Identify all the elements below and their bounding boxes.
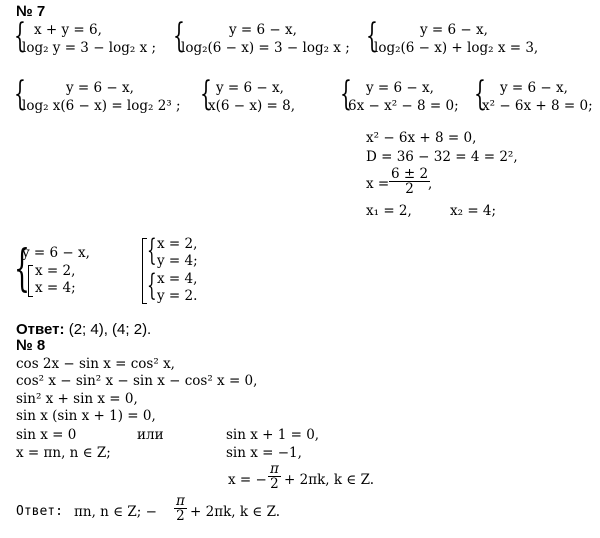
answer-7 xyxy=(16,322,151,338)
p8-line-7-fraction xyxy=(268,462,281,491)
curly-brace: { xyxy=(14,74,26,114)
answer-7-label: Ответ: xyxy=(16,321,65,338)
curly-brace: { xyxy=(14,239,30,297)
roots-fraction xyxy=(389,166,433,197)
curly-brace: { xyxy=(200,74,212,114)
square-bracket xyxy=(28,265,33,297)
system-2-line-2: log₂(6 − x) = 3 − log₂ x ; xyxy=(181,40,350,56)
curly-brace: { xyxy=(474,74,486,114)
answer-8-value: πn, n ∈ Z; − xyxy=(74,504,157,520)
system-8-line-2: x = 2, xyxy=(35,263,76,279)
p8-line-5a: sin x = 0 xyxy=(16,427,77,443)
root-x2: x₂ = 4; xyxy=(450,203,497,219)
p8-line-7-numerator: π xyxy=(270,461,279,477)
roots-formula-lhs: x = xyxy=(366,176,390,192)
system-9-line-1: x = 2, xyxy=(157,236,198,252)
system-5-line-2: x(6 − x) = 8, xyxy=(208,98,296,114)
system-9-line-4: y = 2. xyxy=(157,288,198,304)
p8-line-6a: x = πn, n ∈ Z; xyxy=(16,445,111,461)
system-8-line-1: y = 6 − x, xyxy=(22,245,90,261)
p8-line-5c: sin x + 1 = 0, xyxy=(226,427,320,443)
p8-line-2: cos² x − sin² x − sin x − cos² x = 0, xyxy=(16,373,258,389)
answer-8-label: Ответ: xyxy=(16,504,63,519)
curly-brace: { xyxy=(173,16,185,56)
system-4-line-1: y = 6 − x, xyxy=(66,80,134,96)
system-4-line-2: log₂ x(6 − x) = log₂ 2³ ; xyxy=(22,98,181,114)
system-2-line-1: y = 6 − x, xyxy=(229,22,297,38)
p8-line-7-denominator: 2 xyxy=(270,476,279,492)
system-8-line-3: x = 4; xyxy=(35,280,76,296)
quadratic-equation: x² − 6x + 8 = 0, xyxy=(366,130,477,146)
system-1-line-1: x + y = 6, xyxy=(34,22,102,38)
system-5-line-1: y = 6 − x, xyxy=(216,80,284,96)
roots-fraction-numerator: 6 ± 2 xyxy=(391,166,429,182)
answer-8-denominator: 2 xyxy=(176,508,185,524)
answer-8-numerator: π xyxy=(176,493,185,509)
system-7-line-1: y = 6 − x, xyxy=(500,80,568,96)
system-3-line-1: y = 6 − x, xyxy=(420,22,488,38)
answer-7-value: (2; 4), (4; 2). xyxy=(68,321,152,338)
system-9-line-2: y = 4; xyxy=(157,253,198,269)
root-x1: x₁ = 2, xyxy=(366,203,412,219)
p8-line-7-tail: + 2πk, k ∈ Z. xyxy=(284,472,375,488)
problem-8-title: № 8 xyxy=(16,337,46,354)
answer-8-tail: + 2πk, k ∈ Z. xyxy=(190,504,281,520)
roots-fraction-denominator: 2 xyxy=(405,181,414,197)
curly-brace: { xyxy=(366,16,378,56)
p8-line-3: sin² x + sin x = 0, xyxy=(16,391,138,407)
system-7-line-2: x² − 6x + 8 = 0; xyxy=(482,98,593,114)
answer-8-fraction xyxy=(174,494,187,523)
system-3-line-2: log₂(6 − x) + log₂ x = 3, xyxy=(374,40,539,56)
p8-line-1: cos 2x − sin x = cos² x, xyxy=(16,356,175,372)
curly-brace: { xyxy=(147,233,157,268)
curly-brace: { xyxy=(340,74,352,114)
p8-or: или xyxy=(137,427,164,443)
roots-formula-tail: , xyxy=(428,176,433,192)
curly-brace: { xyxy=(14,16,26,56)
system-9-line-3: x = 4, xyxy=(157,271,198,287)
p8-line-7-lhs: x = − xyxy=(228,472,267,488)
problem-7-title: № 7 xyxy=(16,3,46,20)
curly-brace: { xyxy=(147,268,157,303)
system-1-line-2: log₂ y = 3 − log₂ x ; xyxy=(22,40,157,56)
system-6-line-2: 6x − x² − 8 = 0; xyxy=(348,98,459,114)
discriminant: D = 36 − 32 = 4 = 2², xyxy=(366,149,518,165)
system-6-line-1: y = 6 − x, xyxy=(366,80,434,96)
p8-line-6c: sin x = −1, xyxy=(226,445,302,461)
p8-line-4: sin x (sin x + 1) = 0, xyxy=(16,408,156,424)
